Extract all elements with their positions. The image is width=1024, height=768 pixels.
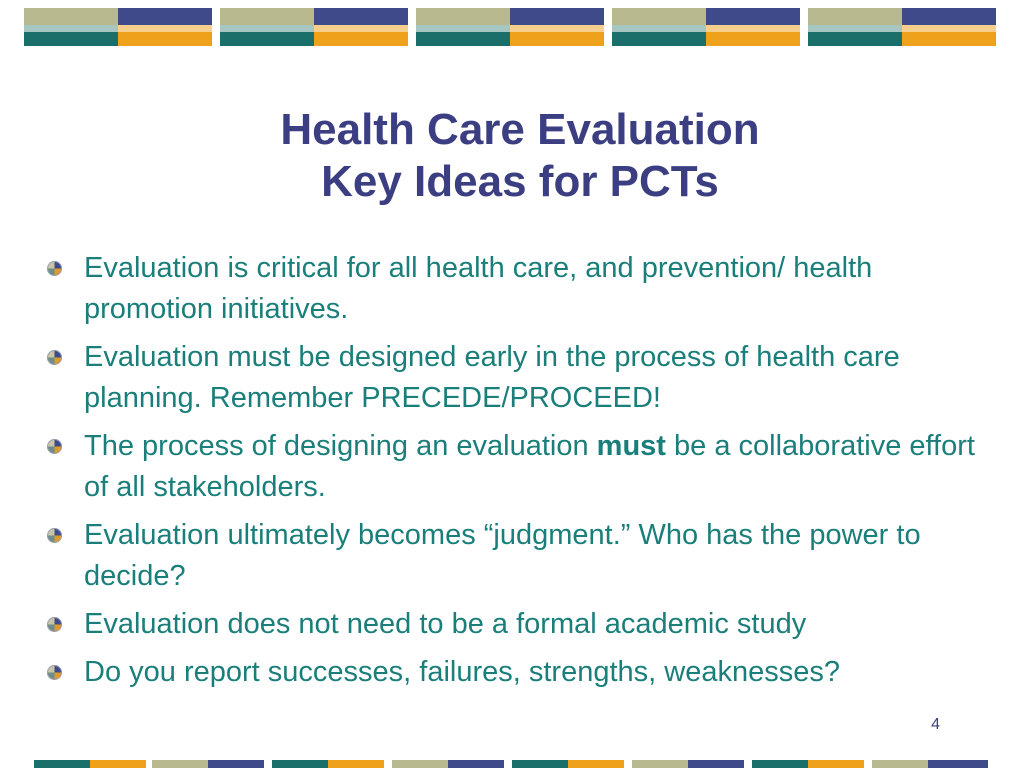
bullet-item	[44, 337, 1004, 419]
bottom-decorative-band	[0, 760, 1024, 768]
bullet-item	[44, 248, 1004, 330]
bullet-text-pre: The process of designing an evaluation	[84, 430, 597, 462]
bullet-item	[44, 652, 1004, 693]
bullet-text: Do you report successes, failures, strengths, weaknesses?	[84, 656, 840, 688]
bullet-item	[44, 426, 1004, 508]
band-segment	[872, 760, 928, 768]
bullet-list	[44, 248, 1004, 700]
band-segment	[34, 760, 90, 768]
slide-title	[0, 104, 1024, 208]
band-segment	[512, 760, 568, 768]
bullet-icon	[47, 665, 62, 680]
band-segment	[448, 760, 504, 768]
band-segment	[688, 760, 744, 768]
band-segment	[752, 760, 808, 768]
bullet-text: Evaluation must be designed early in the process of health care planning. Remember PRECEDE/PROCEED!	[84, 341, 900, 414]
band-segment	[152, 760, 208, 768]
bullet-icon	[47, 261, 62, 276]
band-tile	[612, 8, 800, 46]
band-segment	[328, 760, 384, 768]
bullet-text-emphasis: must	[596, 430, 666, 462]
band-segment	[90, 760, 146, 768]
bullet-icon	[47, 617, 62, 632]
bullet-text: Evaluation is critical for all health care, and prevention/ health promotion initiatives.	[84, 252, 873, 325]
bullet-item	[44, 515, 1004, 597]
band-segment	[928, 760, 988, 768]
bullet-icon	[47, 528, 62, 543]
band-segment	[272, 760, 328, 768]
bullet-icon	[47, 350, 62, 365]
band-segment	[808, 760, 864, 768]
band-tile	[220, 8, 408, 46]
bullet-text-post: be a collaborative effort of all stakeholders.	[84, 430, 975, 503]
slide-title-line2: Key Ideas for PCTs	[321, 157, 719, 206]
page-number: 4	[931, 716, 940, 733]
bullet-text: Evaluation ultimately becomes “judgment.” Who has the power to decide?	[84, 519, 921, 592]
bullet-text: Evaluation does not need to be a formal academic study	[84, 608, 807, 640]
bullet-item	[44, 604, 1004, 645]
band-segment	[208, 760, 264, 768]
band-tile	[24, 8, 212, 46]
bullet-text	[84, 430, 975, 503]
slide-title-line1: Health Care Evaluation	[280, 105, 760, 154]
band-segment	[392, 760, 448, 768]
bullet-icon	[47, 439, 62, 454]
band-tile	[416, 8, 604, 46]
top-decorative-band	[0, 0, 1024, 48]
band-segment	[632, 760, 688, 768]
band-segment	[568, 760, 624, 768]
band-tile	[808, 8, 996, 46]
